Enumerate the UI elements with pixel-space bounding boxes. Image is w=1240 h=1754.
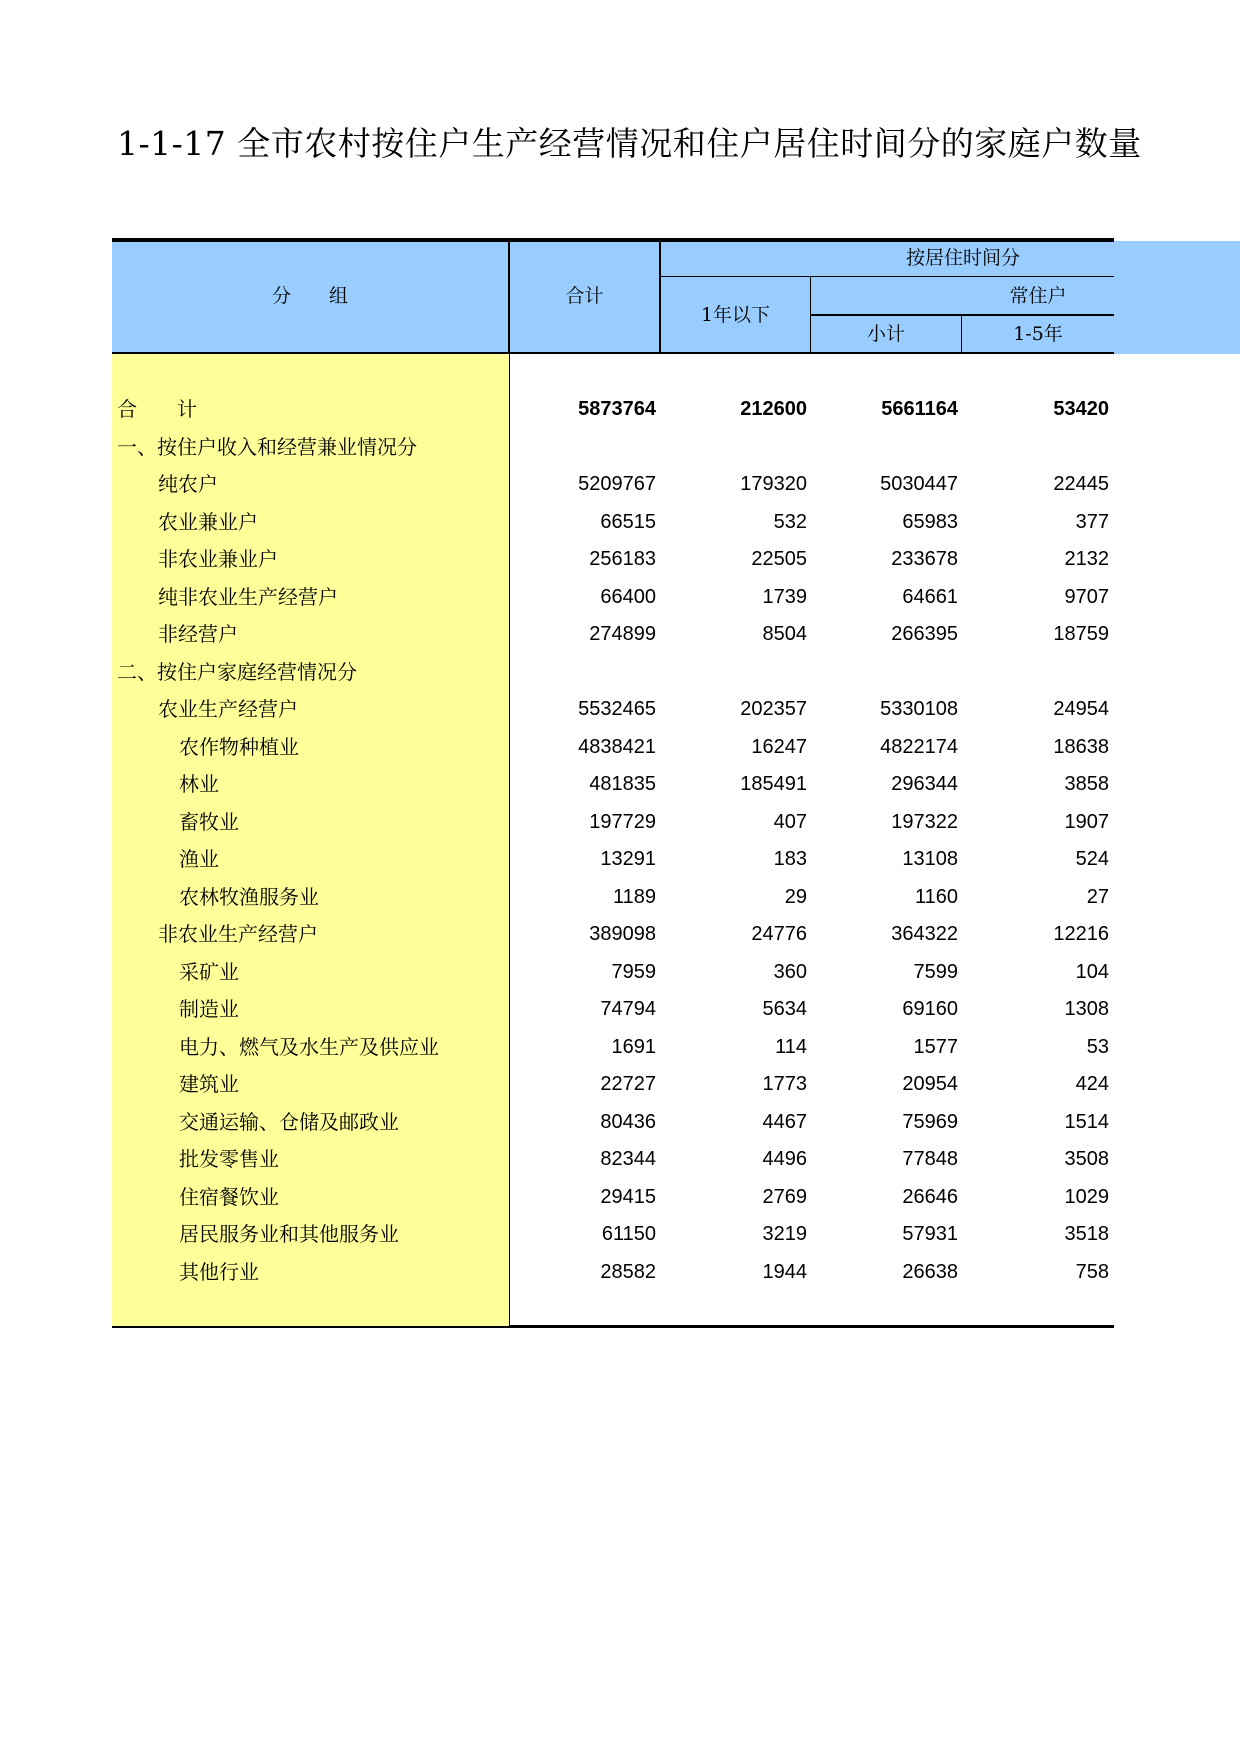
table-row (112, 1104, 1112, 1141)
table-row (112, 1179, 1112, 1216)
header-group: 分 组 (271, 285, 348, 307)
header-under-1yr: 1年以下 (700, 304, 771, 326)
cell-1-5yr: 3518 (1064, 1223, 1109, 1245)
cell-total: 82344 (600, 1148, 656, 1170)
row-label: 农作物种植业 (179, 734, 299, 759)
table-row (112, 766, 1112, 803)
cell-under-1yr: 22505 (751, 548, 807, 570)
cell-total: 5209767 (578, 473, 656, 495)
cell-subtotal: 20954 (902, 1073, 958, 1095)
table-row (112, 954, 1112, 991)
cell-under-1yr: 4467 (762, 1110, 807, 1133)
table-row (112, 916, 1112, 953)
row-label: 建筑业 (179, 1072, 239, 1096)
cell-subtotal: 197322 (891, 810, 958, 833)
row-label: 农林牧渔服务业 (179, 884, 319, 909)
row-label: 渔业 (179, 847, 219, 871)
cell-total: 274899 (589, 623, 656, 645)
cell-subtotal: 1160 (914, 885, 958, 908)
cell-1-5yr: 3508 (1064, 1148, 1109, 1170)
cell-1-5yr: 1308 (1064, 998, 1109, 1020)
cell-total: 7959 (611, 960, 656, 983)
cell-under-1yr: 16247 (751, 735, 807, 758)
cell-subtotal: 65983 (902, 510, 958, 533)
cell-1-5yr: 12216 (1053, 923, 1109, 945)
row-label: 二、按住户家庭经营情况分 (117, 659, 357, 684)
cell-under-1yr: 202357 (740, 698, 807, 720)
cell-subtotal: 26646 (902, 1185, 958, 1208)
cell-under-1yr: 4496 (762, 1148, 807, 1170)
cell-1-5yr: 424 (1075, 1073, 1109, 1095)
table-row (112, 1254, 1112, 1291)
row-label: 电力、燃气及水生产及供应业 (179, 1034, 439, 1059)
header-subtotal: 小计 (866, 323, 905, 345)
header-1-5yr: 1-5年 (1013, 323, 1063, 345)
row-label: 批发零售业 (179, 1147, 279, 1171)
cell-total: 29415 (600, 1185, 656, 1208)
header-by-time: 按居住时间分 (905, 247, 1020, 269)
cell-subtotal: 7599 (913, 960, 958, 983)
cell-total: 28582 (600, 1260, 656, 1283)
cell-1-5yr: 1029 (1064, 1185, 1109, 1208)
table-row (112, 691, 1112, 728)
row-label: 纯农户 (158, 472, 218, 496)
row-label: 纯非农业生产经营户 (158, 584, 338, 609)
cell-subtotal: 57931 (902, 1223, 958, 1245)
cell-total: 1189 (612, 885, 656, 908)
table-row (112, 616, 1112, 653)
cell-subtotal: 5030447 (880, 473, 958, 495)
cell-1-5yr: 53420 (1053, 398, 1109, 420)
cell-subtotal: 4822174 (880, 735, 958, 758)
header-total: 合计 (565, 285, 604, 307)
cell-total: 66515 (600, 510, 656, 533)
cell-total: 389098 (589, 923, 656, 945)
cell-under-1yr: 185491 (740, 773, 807, 795)
table-row (112, 1066, 1112, 1103)
row-label: 一、按住户收入和经营兼业情况分 (117, 434, 417, 459)
cell-total: 197729 (589, 810, 656, 833)
table-row (112, 804, 1112, 841)
row-label: 采矿业 (179, 959, 239, 984)
cell-under-1yr: 407 (773, 810, 807, 833)
cell-subtotal: 233678 (891, 548, 958, 570)
cell-under-1yr: 24776 (751, 923, 807, 945)
cell-under-1yr: 5634 (762, 998, 807, 1020)
cell-under-1yr: 2769 (762, 1185, 807, 1208)
cell-total: 13291 (600, 848, 656, 870)
cell-1-5yr: 2132 (1064, 548, 1109, 570)
cell-total: 61150 (601, 1223, 656, 1245)
cell-1-5yr: 758 (1075, 1260, 1109, 1283)
table-row (112, 654, 1112, 691)
table-row (112, 729, 1112, 766)
page-title: 1-1-17 全市农村按住户生产经营情况和住户居住时间分的家庭户数量 (117, 124, 1142, 163)
cell-subtotal: 5330108 (880, 698, 958, 720)
cell-total: 5873764 (578, 398, 656, 420)
cell-under-1yr: 1773 (762, 1073, 807, 1095)
cell-subtotal: 266395 (891, 623, 958, 645)
row-label: 合 计 (117, 397, 197, 421)
table-row (112, 991, 1112, 1028)
cell-total: 481835 (589, 773, 656, 795)
cell-subtotal: 64661 (902, 585, 958, 608)
row-label: 制造业 (179, 997, 239, 1021)
cell-1-5yr: 104 (1075, 960, 1109, 983)
cell-total: 22727 (600, 1073, 656, 1095)
cell-subtotal: 1577 (913, 1035, 958, 1058)
cell-subtotal: 77848 (902, 1148, 958, 1170)
cell-under-1yr: 179320 (740, 473, 807, 495)
cell-under-1yr: 1739 (762, 585, 807, 608)
cell-subtotal: 13108 (902, 848, 958, 870)
cell-1-5yr: 9707 (1064, 585, 1109, 608)
table-row (112, 504, 1112, 541)
cell-1-5yr: 27 (1086, 885, 1109, 908)
cell-1-5yr: 1514 (1064, 1110, 1109, 1133)
row-label: 畜牧业 (179, 809, 239, 834)
cell-under-1yr: 532 (773, 510, 807, 533)
cell-total: 1691 (611, 1035, 656, 1058)
cell-subtotal: 75969 (902, 1110, 958, 1133)
cell-under-1yr: 114 (775, 1035, 807, 1058)
row-label: 其他行业 (179, 1259, 259, 1284)
table-row (112, 579, 1112, 616)
cell-under-1yr: 360 (773, 960, 807, 983)
cell-1-5yr: 22445 (1053, 473, 1109, 495)
row-label: 非经营户 (158, 622, 238, 646)
table-row (112, 466, 1112, 503)
row-label: 住宿餐饮业 (179, 1184, 279, 1209)
cell-under-1yr: 212600 (740, 398, 807, 420)
cell-total: 5532465 (578, 698, 656, 720)
cell-1-5yr: 18638 (1053, 735, 1109, 758)
cell-1-5yr: 377 (1075, 510, 1109, 533)
row-label: 非农业生产经营户 (158, 922, 318, 946)
table-row (112, 1029, 1112, 1066)
row-label: 林业 (179, 772, 219, 796)
by-time-underline (659, 276, 1114, 277)
cell-subtotal: 69160 (902, 998, 958, 1020)
cell-1-5yr: 1907 (1064, 810, 1109, 833)
table-row (112, 841, 1112, 878)
cell-subtotal: 26638 (902, 1260, 958, 1283)
cell-subtotal: 5661164 (881, 398, 958, 420)
cell-total: 4838421 (578, 735, 656, 758)
cell-subtotal: 364322 (891, 923, 958, 945)
top-thick-rule (112, 238, 1114, 242)
table-row (112, 1141, 1112, 1178)
table-row (112, 1216, 1112, 1253)
cell-under-1yr: 29 (784, 885, 807, 908)
cell-under-1yr: 183 (773, 848, 807, 870)
table-row (112, 541, 1112, 578)
row-label: 交通运输、仓储及邮政业 (179, 1109, 399, 1134)
row-label: 居民服务业和其他服务业 (179, 1222, 399, 1246)
cell-1-5yr: 524 (1075, 848, 1109, 870)
header-resident: 常住户 (1009, 285, 1067, 307)
cell-1-5yr: 18759 (1053, 623, 1109, 645)
cell-total: 256183 (589, 548, 656, 570)
row-label: 农业生产经营户 (158, 697, 298, 721)
cell-1-5yr: 3858 (1064, 773, 1109, 795)
cell-1-5yr: 53 (1086, 1035, 1109, 1058)
row-label: 农业兼业户 (158, 509, 258, 534)
resident-underline (810, 314, 1114, 316)
table-row (112, 879, 1112, 916)
cell-1-5yr: 24954 (1053, 698, 1109, 720)
cell-under-1yr: 8504 (762, 623, 807, 645)
table-row (112, 391, 1112, 428)
cell-under-1yr: 3219 (762, 1223, 807, 1245)
cell-subtotal: 296344 (891, 773, 958, 795)
row-label: 非农业兼业户 (158, 547, 278, 571)
table-row (112, 429, 1112, 466)
cell-under-1yr: 1944 (762, 1260, 807, 1283)
cell-total: 66400 (600, 585, 656, 608)
cell-total: 80436 (600, 1110, 656, 1133)
cell-total: 74794 (600, 998, 656, 1020)
